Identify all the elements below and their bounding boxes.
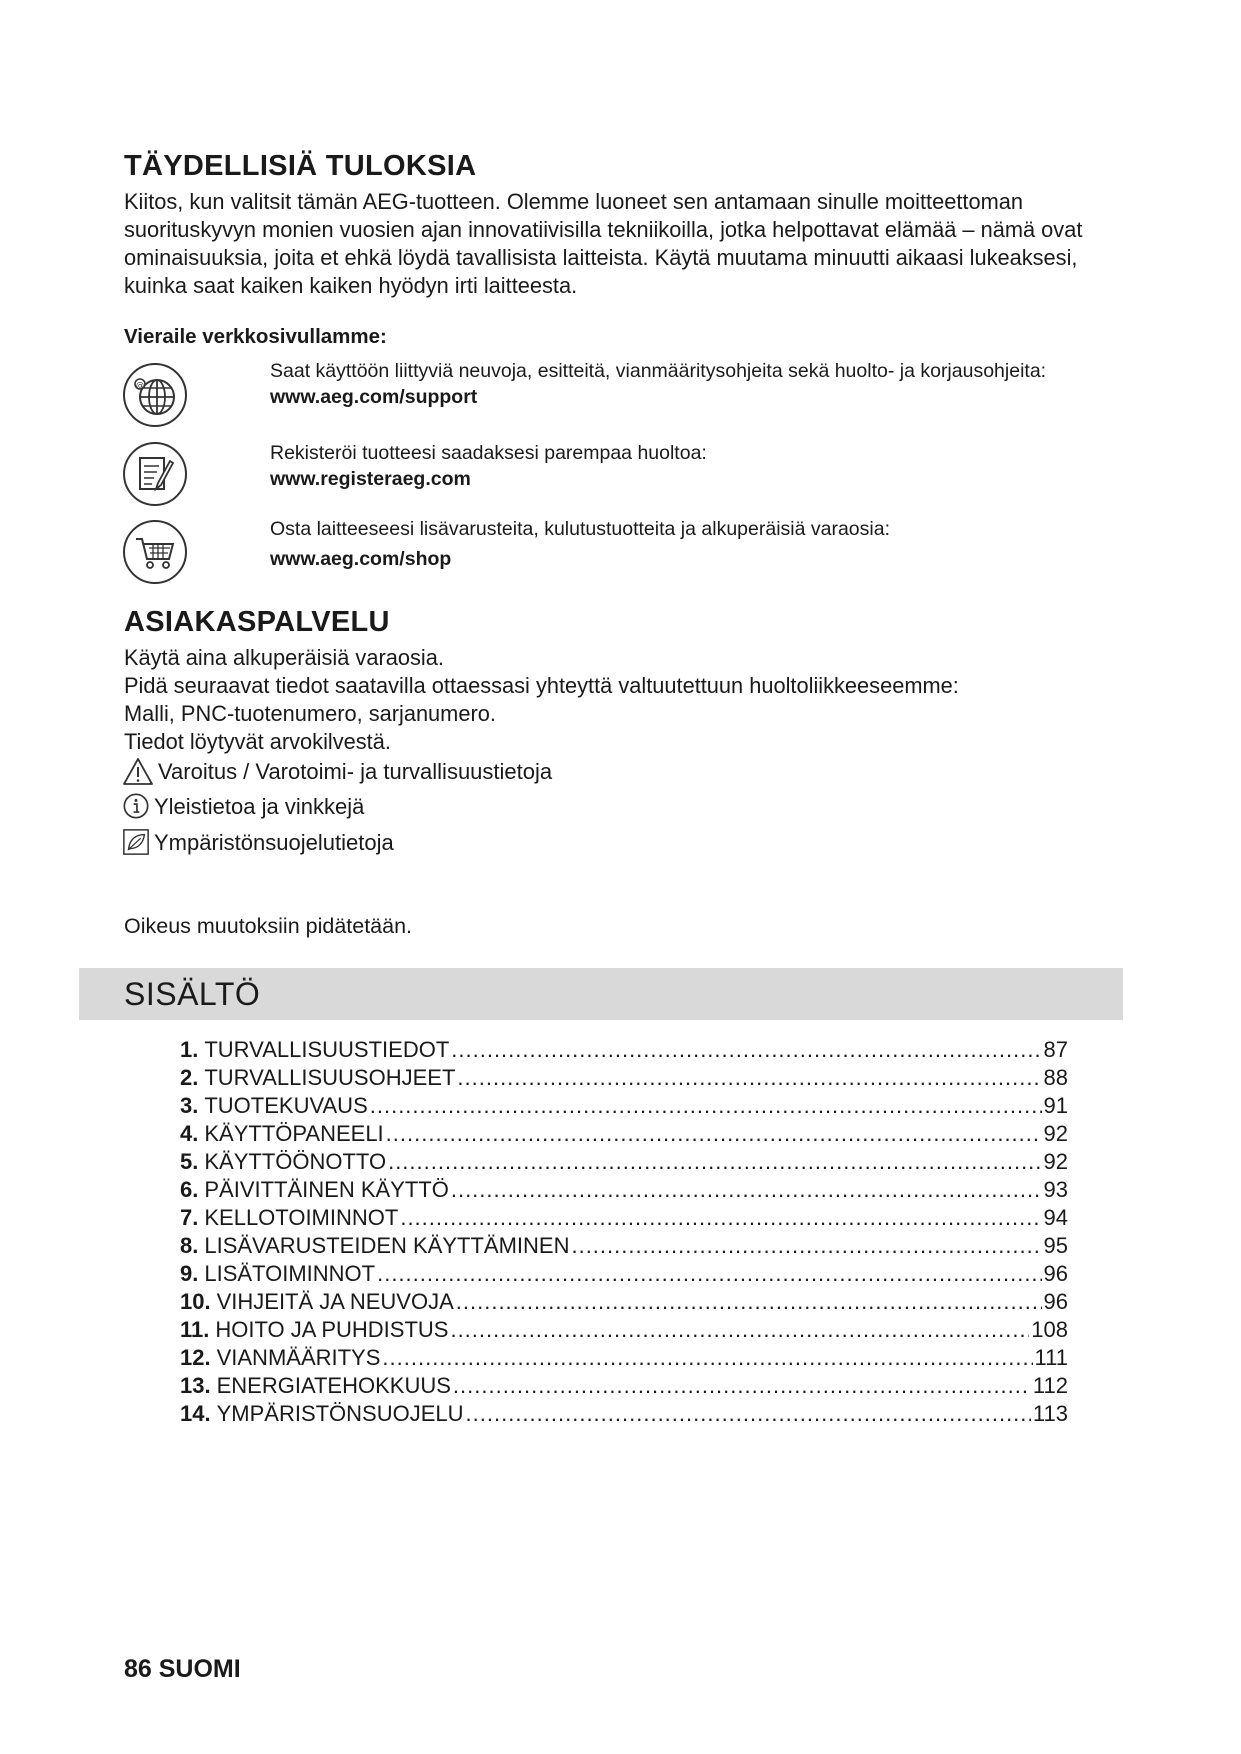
warning-icon xyxy=(122,757,154,787)
web-link-support-text: Saat käyttöön liittyviä neuvoja, esitteitä, vianmääritysohjeita sekä huolto- ja korjausohjeita: xyxy=(270,360,1047,382)
support-url-link[interactable]: www.aeg.com/support xyxy=(270,386,478,408)
register-icon xyxy=(122,441,188,507)
toc-item-page: 112 xyxy=(1032,1373,1068,1398)
toc-item-page: 93 xyxy=(1043,1177,1068,1202)
toc-item[interactable] xyxy=(180,1344,1068,1372)
toc-dot-leader xyxy=(466,1400,1031,1428)
toc-item-label: ENERGIATEHOKKUUS xyxy=(216,1373,451,1398)
toc-item-label: LISÄVARUSTEIDEN KÄYTTÄMINEN xyxy=(204,1233,570,1258)
section-title-customer-service: ASIAKASPALVELU xyxy=(124,606,390,638)
toc-item-number: 3. xyxy=(180,1093,199,1118)
toc-item-number: 14. xyxy=(180,1401,211,1426)
toc-item-number: 2. xyxy=(180,1065,199,1090)
toc-dot-leader xyxy=(571,1232,1041,1260)
toc-dot-leader xyxy=(400,1204,1041,1232)
toc-item[interactable] xyxy=(180,1064,1068,1092)
toc-item-page: 87 xyxy=(1043,1037,1068,1062)
web-link-register-text: Rekisteröi tuotteesi saadaksesi parempaa huoltoa: xyxy=(270,442,707,464)
toc-dot-leader xyxy=(451,1176,1042,1204)
toc-item[interactable] xyxy=(180,1120,1068,1148)
intro-paragraph: Kiitos, kun valitsit tämän AEG-tuotteen. Olemme luoneet sen antamaan sinulle moitteettoman suorituskyvyn monien vuosien ajan innovatiivisilla tekniikoilla, jotka helpottavat elämää – nämä ovat ominaisuuksia, joita et ehkä löydä tavallisista laitteista. Käytä muutama minuutti aikaasi lukeaksesi, kuinka saat kaiken kaiken hyödyn irti laitteesta. xyxy=(124,189,1083,298)
toc-item[interactable] xyxy=(180,1260,1068,1288)
toc-dot-leader xyxy=(451,1036,1041,1064)
shop-url-link[interactable]: www.aeg.com/shop xyxy=(270,548,452,570)
toc-item[interactable] xyxy=(180,1176,1068,1204)
toc-item-label: KÄYTTÖPANEELI xyxy=(204,1121,384,1146)
toc-item-number: 12. xyxy=(180,1345,211,1370)
toc-item-page: 108 xyxy=(1031,1317,1068,1342)
toc-item-label: YMPÄRISTÖNSUOJELU xyxy=(216,1401,464,1426)
toc-item-page: 94 xyxy=(1043,1205,1068,1230)
legend-warning xyxy=(122,757,552,787)
toc-dot-leader xyxy=(370,1092,1042,1120)
toc-title: SISÄLTÖ xyxy=(124,976,261,1012)
toc-item-label: KELLOTOIMINNOT xyxy=(204,1205,399,1230)
toc-item-number: 7. xyxy=(180,1205,199,1230)
toc-dot-leader xyxy=(450,1316,1029,1344)
toc-item-label: TUOTEKUVAUS xyxy=(204,1093,368,1118)
service-line: Käytä aina alkuperäisiä varaosia. xyxy=(124,645,444,670)
toc-item-page: 92 xyxy=(1043,1121,1068,1146)
toc-item[interactable] xyxy=(180,1148,1068,1176)
section-title-results: TÄYDELLISIÄ TULOKSIA xyxy=(124,150,477,182)
service-line: Pidä seuraavat tiedot saatavilla ottaessasi yhteyttä valtuutettuun huoltoliikkeeseemme: xyxy=(124,673,959,698)
toc-dot-leader xyxy=(457,1064,1041,1092)
toc-item-page: 113 xyxy=(1032,1401,1068,1426)
web-link-register xyxy=(270,440,707,492)
toc-dot-leader xyxy=(377,1260,1041,1288)
toc-item[interactable] xyxy=(180,1204,1068,1232)
toc-item-label: PÄIVITTÄINEN KÄYTTÖ xyxy=(204,1177,449,1202)
toc-item-number: 10. xyxy=(180,1289,211,1314)
toc-item-label: KÄYTTÖÖNOTTO xyxy=(204,1149,387,1174)
svg-text:@: @ xyxy=(136,380,144,390)
toc-item-label: LISÄTOIMINNOT xyxy=(204,1261,376,1286)
toc-item-number: 1. xyxy=(180,1037,199,1062)
toc-item-number: 13. xyxy=(180,1373,211,1398)
toc-item-page: 96 xyxy=(1043,1289,1068,1314)
info-icon xyxy=(122,792,150,822)
toc-item-label: TURVALLISUUSTIEDOT xyxy=(204,1037,450,1062)
cart-icon xyxy=(122,519,188,585)
toc-item-number: 9. xyxy=(180,1261,199,1286)
toc-item-page: 95 xyxy=(1043,1233,1068,1258)
toc-item[interactable] xyxy=(180,1316,1068,1344)
toc-item-number: 6. xyxy=(180,1177,199,1202)
toc-item-page: 92 xyxy=(1043,1149,1068,1174)
page-footer: 86 SUOMI xyxy=(124,1655,241,1683)
toc-item[interactable] xyxy=(180,1288,1068,1316)
web-link-support xyxy=(270,358,1046,410)
legend-environment xyxy=(122,828,394,858)
service-line: Malli, PNC-tuotenumero, sarjanumero. xyxy=(124,701,496,726)
register-url-link[interactable]: www.registeraeg.com xyxy=(270,468,471,490)
leaf-icon xyxy=(122,828,150,858)
toc-item[interactable] xyxy=(180,1092,1068,1120)
legend-info-label: Yleistietoa ja vinkkejä xyxy=(154,794,365,819)
toc-item[interactable] xyxy=(180,1232,1068,1260)
service-line: Tiedot löytyvät arvokilvestä. xyxy=(124,729,391,754)
legend-warning-label: Varoitus / Varotoimi- ja turvallisuustietoja xyxy=(158,759,553,784)
toc-item-page: 111 xyxy=(1034,1345,1068,1370)
toc-item[interactable] xyxy=(180,1400,1068,1428)
toc-item[interactable] xyxy=(180,1372,1068,1400)
rights-reserved-text: Oikeus muutoksiin pidätetään. xyxy=(124,914,413,938)
toc-item-page: 91 xyxy=(1043,1093,1068,1118)
toc-item-number: 5. xyxy=(180,1149,199,1174)
toc-dot-leader xyxy=(456,1288,1042,1316)
toc-item-label: HOITO JA PUHDISTUS xyxy=(215,1317,449,1342)
toc-item-page: 88 xyxy=(1043,1065,1068,1090)
legend-info xyxy=(122,792,364,822)
toc-item-page: 96 xyxy=(1043,1261,1068,1286)
service-text xyxy=(124,644,1124,756)
toc-item-label: VIHJEITÄ JA NEUVOJA xyxy=(216,1289,454,1314)
web-link-shop-text: Osta laitteeseesi lisävarusteita, kulutustuotteita ja alkuperäisiä varaosia: xyxy=(270,518,890,540)
toc-item[interactable] xyxy=(180,1036,1068,1064)
web-link-shop xyxy=(270,516,890,572)
toc-item-number: 4. xyxy=(180,1121,199,1146)
toc-item-label: TURVALLISUUSOHJEET xyxy=(204,1065,456,1090)
toc-item-number: 11. xyxy=(180,1317,210,1342)
toc-dot-leader xyxy=(388,1148,1041,1176)
toc-dot-leader xyxy=(386,1120,1042,1148)
legend-environment-label: Ympäristönsuojelutietoja xyxy=(154,830,394,855)
toc-dot-leader xyxy=(382,1344,1032,1372)
toc-item-label: VIANMÄÄRITYS xyxy=(216,1345,381,1370)
toc-dot-leader xyxy=(453,1372,1031,1400)
toc-item-number: 8. xyxy=(180,1233,199,1258)
globe-icon xyxy=(122,362,188,428)
table-of-contents xyxy=(180,1036,1068,1428)
visit-website-label: Vieraile verkkosivullamme: xyxy=(124,325,387,348)
